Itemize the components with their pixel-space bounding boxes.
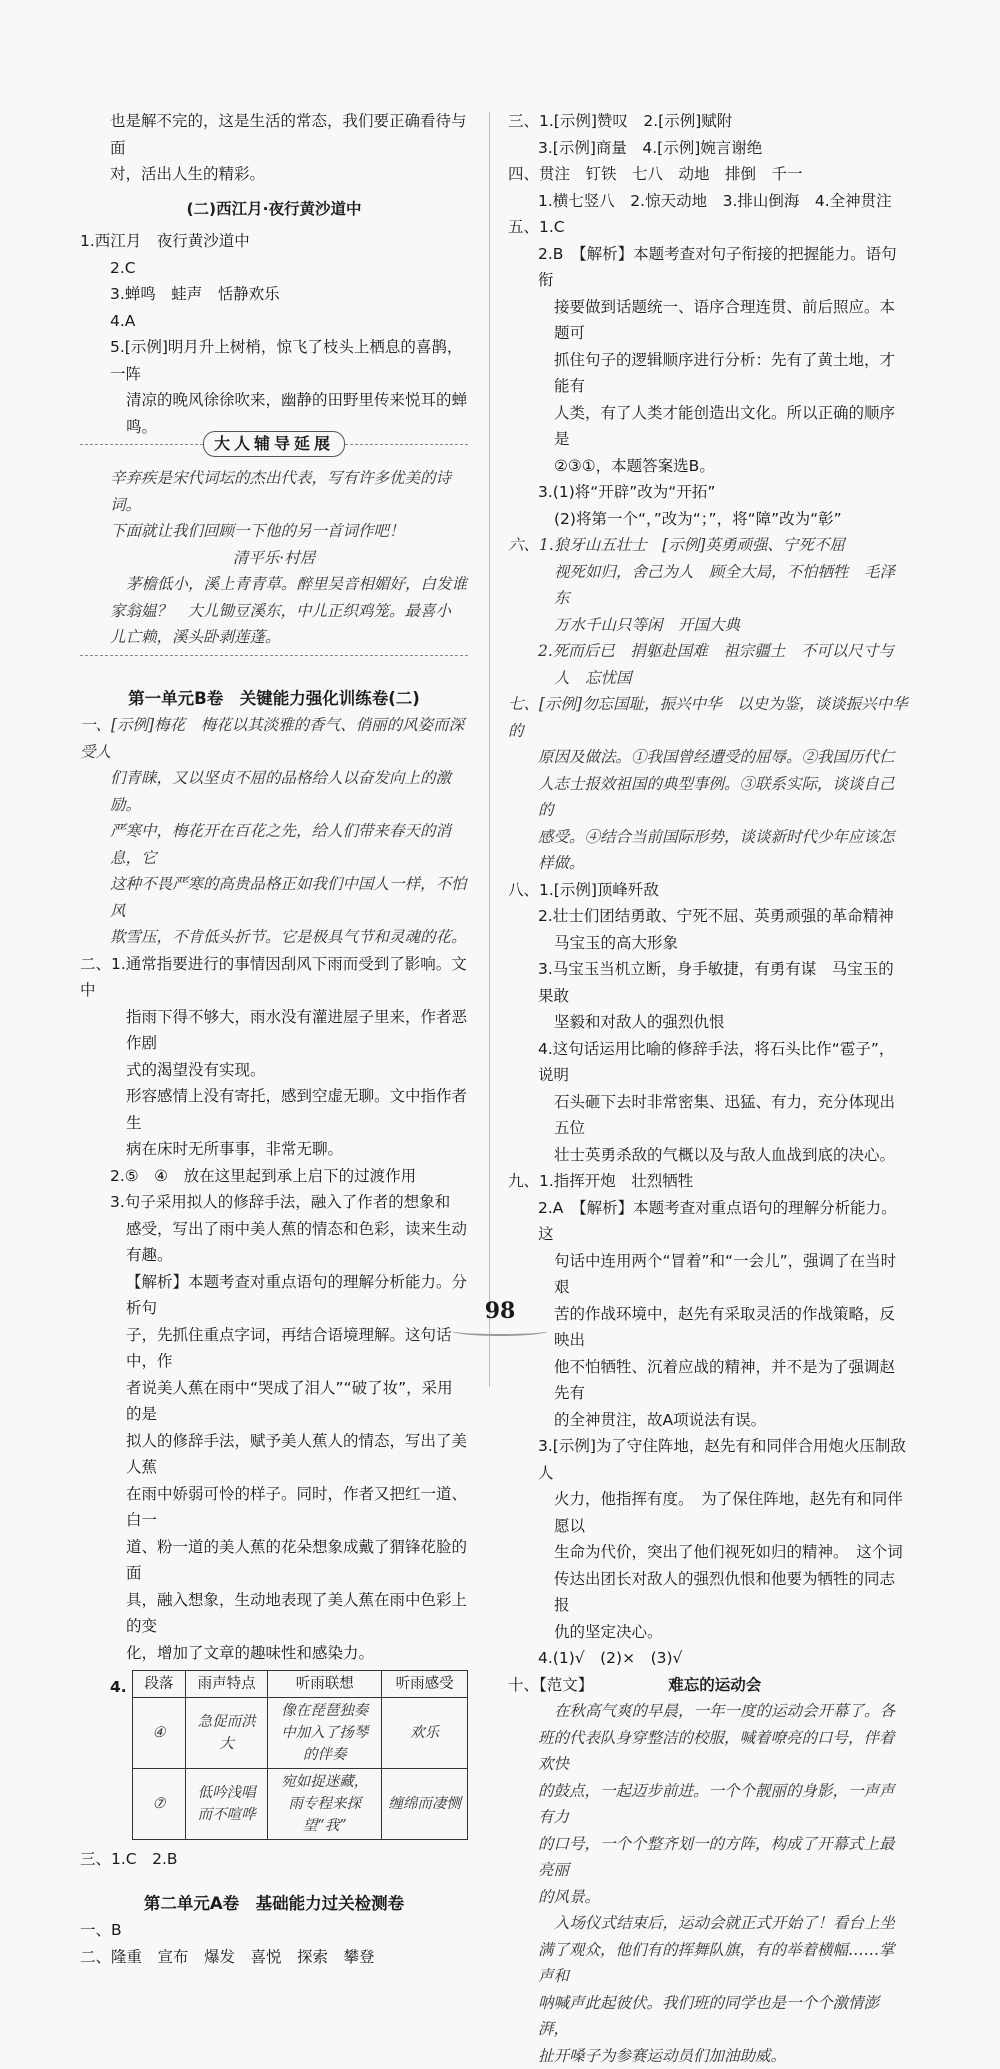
answer-line: 1.西江月 夜行黄沙道中 xyxy=(80,228,468,255)
answer-line: 拟人的修辞手法，赋予美人蕉人的情态，写出了美人蕉 xyxy=(80,1428,468,1481)
answer-line: 壮士英勇杀敌的气概以及与敌人血战到底的决心。 xyxy=(508,1142,908,1169)
answer-line: 二、隆重 宣布 爆发 喜悦 探索 攀登 xyxy=(80,1944,468,1971)
answer-line: 2.C xyxy=(80,255,468,282)
answer-line: 在雨中娇弱可怜的样子。同时，作者又把红一道、白一 xyxy=(80,1481,468,1534)
answer-line: 清凉的晚风徐徐吹来，幽静的田野里传来悦耳的蝉鸣。 xyxy=(80,387,468,440)
answer-line: 病在床时无所事事，非常无聊。 xyxy=(80,1136,468,1163)
answer-line: 马宝玉的高大形象 xyxy=(508,930,908,957)
answer-line: 指雨下得不够大，雨水没有灌进屋子里来，作者恶作剧 xyxy=(80,1004,468,1057)
essay-line: 满了观众，他们有的挥舞队旗，有的举着横幅……掌声和 xyxy=(508,1937,908,1990)
answer-line: 者说美人蕉在雨中“哭成了泪人”“破了妆”，采用的是 xyxy=(80,1375,468,1428)
table-row xyxy=(133,1769,468,1840)
answer-line: 3.(1)将“开辟”改为“开拓” xyxy=(508,479,908,506)
answer-line: 的全神贯注，故A项说法有误。 xyxy=(508,1407,908,1434)
table-header-row xyxy=(133,1671,468,1698)
table-cell: 像在琵琶独奏中加入了扬琴的伴奏 xyxy=(268,1698,382,1769)
table-header: 听雨感受 xyxy=(382,1671,468,1698)
table-cell: 欢乐 xyxy=(382,1698,468,1769)
answer-line: 万水千山只等闲 开国大典 xyxy=(508,612,908,639)
table-header: 段落 xyxy=(133,1671,186,1698)
answer-line: 4.这句话运用比喻的修辞手法，将石头比作“雹子”，说明 xyxy=(508,1036,908,1089)
answer-line: 2.⑤ ④ 放在这里起到承上启下的过渡作用 xyxy=(80,1163,468,1190)
extension-line: 辛弃疾是宋代词坛的杰出代表，写有许多优美的诗词。 xyxy=(80,465,468,518)
extension-banner-label: 大人辅导延展 xyxy=(203,431,345,457)
answer-line: 石头砸下去时非常密集、迅猛、有力，充分体现出五位 xyxy=(508,1089,908,1142)
answer-line: 1.横七竖八 2.惊天动地 3.排山倒海 4.全神贯注 xyxy=(508,188,908,215)
answer-line: (2)将第一个“，”改为“；”，将“障”改为“彰” xyxy=(508,506,908,533)
essay-body xyxy=(508,1698,908,2069)
table-cell: 缠绵而凄恻 xyxy=(382,1769,468,1840)
table-row xyxy=(133,1698,468,1769)
answer-line: ②③①，本题答案选B。 xyxy=(508,453,908,480)
answer-line: 子，先抓住重点字词，再结合语境理解。这句话中，作 xyxy=(80,1322,468,1375)
answer-line: 五、1.C xyxy=(508,214,908,241)
answer-line: 4.(1)√ (2)× (3)√ xyxy=(508,1645,908,1672)
essay-line: 班的代表队身穿整洁的校服，喊着嘹亮的口号，伴着欢快 xyxy=(508,1725,908,1778)
essay-line: 的风景。 xyxy=(508,1884,908,1911)
answer-line: 3.[示例]为了守住阵地，赵先有和同伴合用炮火压制敌人 xyxy=(508,1433,908,1486)
answer-line: 形容感情上没有寄托，感到空虚无聊。文中指作者生 xyxy=(80,1083,468,1136)
answer-line: 接要做到话题统一、语序合理连贯、前后照应。本题可 xyxy=(508,294,908,347)
extension-poem-title: 清平乐·村居 xyxy=(80,545,468,572)
extension-poem-line: 茅檐低小，溪上青青草。醉里吴音相媚好，白发谁 xyxy=(80,571,468,598)
table-cell: ④ xyxy=(133,1698,186,1769)
table-cell: 低吟浅唱而不喧哗 xyxy=(185,1769,267,1840)
answer-line: 5.[示例]明月升上树梢，惊飞了枝头上栖息的喜鹊，一阵 xyxy=(80,334,468,387)
essay-line: 的口号，一个个整齐划一的方阵，构成了开幕式上最亮丽 xyxy=(508,1831,908,1884)
answer-line: 人类，有了人类才能创造出文化。所以正确的顺序是 xyxy=(508,400,908,453)
section-title-unit2a: 第二单元A卷 基础能力过关检测卷 xyxy=(80,1891,468,1918)
table-header: 雨声特点 xyxy=(185,1671,267,1698)
answer-line: 三、1.C 2.B xyxy=(80,1846,468,1873)
extension-poem-line: 儿亡赖，溪头卧剥莲蓬。 xyxy=(80,624,468,651)
answer-line: 3.句子采用拟人的修辞手法，融入了作者的想象和 xyxy=(80,1189,468,1216)
extension-poem-line: 家翁媪？ 大儿锄豆溪东，中儿正织鸡笼。最喜小 xyxy=(80,598,468,625)
answer-label: 4. xyxy=(110,1674,127,1701)
answer-line: 坚毅和对敌人的强烈仇恨 xyxy=(508,1009,908,1036)
table-header: 听雨联想 xyxy=(268,1671,382,1698)
answer-line: 2.壮士们团结勇敢、宁死不屈、英勇顽强的革命精神 xyxy=(508,903,908,930)
answer-line: 抓住句子的逻辑顺序进行分析：先有了黄土地，才能有 xyxy=(508,347,908,400)
answer-line: 二、1.通常指要进行的事情因刮风下雨而受到了影响。文中 xyxy=(80,951,468,1004)
table-cell: 急促而洪大 xyxy=(185,1698,267,1769)
answer-line: 他不怕牺牲、沉着应战的精神，并不是为了强调赵先有 xyxy=(508,1354,908,1407)
answer-line: 们青睐，又以坚贞不屈的品格给人以奋发向上的激励。 xyxy=(80,765,468,818)
essay-title: 难忘的运动会 xyxy=(668,1676,761,1694)
essay-line: 入场仪式结束后，运动会就正式开始了！看台上坐 xyxy=(508,1910,908,1937)
answer-line: 3.[示例]商量 4.[示例]婉言谢绝 xyxy=(508,135,908,162)
answer-line: 七、[示例]勿忘国耻，振兴中华 以史为鉴，谈谈振兴中华的 xyxy=(508,691,908,744)
answer-line: 三、1.[示例]赞叹 2.[示例]赋附 xyxy=(508,108,908,135)
extension-box xyxy=(80,465,468,656)
answer-line: 人 忘忧国 xyxy=(508,665,908,692)
answer-line: 传达出团长对敌人的强烈仇恨和他要为牺牲的同志报 xyxy=(508,1566,908,1619)
answer-line: 式的渴望没有实现。 xyxy=(80,1057,468,1084)
answer-line: 3.马宝玉当机立断，身手敏捷，有勇有谋 马宝玉的果敢 xyxy=(508,956,908,1009)
answer-line: 感受，写出了雨中美人蕉的情态和色彩，读来生动有趣。 xyxy=(80,1216,468,1269)
table-cell: 宛如捉迷藏，雨专程来探望“我” xyxy=(268,1769,382,1840)
intro-line: 也是解不完的，这是生活的常态，我们要正确看待与面 xyxy=(80,108,468,161)
essay-line: 在秋高气爽的早晨，一年一度的运动会开幕了。各 xyxy=(508,1698,908,1725)
answer-line: 六、1.狼牙山五壮士 [示例]英勇顽强、宁死不屈 xyxy=(508,532,908,559)
answer-line: 八、1.[示例]顶峰歼敌 xyxy=(508,877,908,904)
answer-line: 苦的作战环境中，赵先有采取灵活的作战策略，反映出 xyxy=(508,1301,908,1354)
essay-label: 十、【范文】 xyxy=(508,1676,593,1694)
answer-line: 人志士报效祖国的典型事例。③联系实际，谈谈自己的 xyxy=(508,771,908,824)
answer-line: 一、[示例]梅花 梅花以其淡雅的香气、俏丽的风姿而深受人 xyxy=(80,712,468,765)
section-title-unit1b: 第一单元B卷 关键能力强化训练卷(二) xyxy=(80,686,468,713)
essay-heading xyxy=(508,1672,908,1699)
answer-line: 欺雪压，不肯低头折节。它是极具气节和灵魂的花。 xyxy=(80,924,468,951)
answer-table-wrapper xyxy=(80,1670,468,1840)
intro-line: 对，活出人生的精彩。 xyxy=(80,161,468,188)
answer-line: 仇的坚定决心。 xyxy=(508,1619,908,1646)
answer-line: 九、1.指挥开炮 壮烈牺牲 xyxy=(508,1168,908,1195)
answer-line: 感受。④结合当前国际形势，谈谈新时代少年应该怎样做。 xyxy=(508,824,908,877)
table-cell: ⑦ xyxy=(133,1769,186,1840)
page-number: 98 xyxy=(0,1298,1000,1325)
answer-line: 2.死而后已 捐躯赴国难 祖宗疆土 不可以尺寸与 xyxy=(508,638,908,665)
answer-line: 句话中连用两个“冒着”和“一会儿”，强调了在当时艰 xyxy=(508,1248,908,1301)
right-column xyxy=(508,108,908,2069)
answer-line: 道、粉一道的美人蕉的花朵想象成戴了猬锋花脸的面 xyxy=(80,1534,468,1587)
answer-line: 严寒中，梅花开在百花之先，给人们带来春天的消息，它 xyxy=(80,818,468,871)
answer-line: 具，融入想象，生动地表现了美人蕉在雨中色彩上的变 xyxy=(80,1587,468,1640)
answer-line: 视死如归，舍己为人 顾全大局，不怕牺牲 毛泽东 xyxy=(508,559,908,612)
column-divider xyxy=(489,112,490,1387)
essay-line: 扯开嗓子为参赛运动员们加油助威。 xyxy=(508,2043,908,2069)
answer-line: 生命为代价，突出了他们视死如归的精神。 这个词 xyxy=(508,1539,908,1566)
answer-line: 火力，他指挥有度。 为了保住阵地，赵先有和同伴愿以 xyxy=(508,1486,908,1539)
extension-banner xyxy=(80,444,468,463)
answer-line: 【解析】本题考查对重点语句的理解分析能力。分析句 xyxy=(80,1269,468,1322)
answer-line: 这种不畏严寒的高贵品格正如我们中国人一样，不怕风 xyxy=(80,871,468,924)
answer-block-r6 xyxy=(508,532,908,691)
answer-table xyxy=(132,1670,468,1840)
answer-block-r7 xyxy=(508,691,908,877)
answer-block-s1 xyxy=(80,712,468,951)
answer-line: 原因及做法。①我国曾经遭受的屈辱。②我国历代仁 xyxy=(508,744,908,771)
answer-line: 四、贯注 钉铁 七八 动地 排倒 千一 xyxy=(508,161,908,188)
answer-line: 一、B xyxy=(80,1917,468,1944)
left-column xyxy=(80,108,468,1970)
poem-title: (二)西江月·夜行黄沙道中 xyxy=(80,196,468,223)
essay-line: 呐喊声此起彼伏。我们班的同学也是一个个激情澎湃， xyxy=(508,1990,908,2043)
answer-line: 4.A xyxy=(80,308,468,335)
page-number-ornament xyxy=(452,1326,548,1336)
essay-line: 的鼓点，一起迈步前进。一个个靓丽的身影，一声声有力 xyxy=(508,1778,908,1831)
answer-line: 化，增加了文章的趣味性和感染力。 xyxy=(80,1640,468,1667)
answer-line: 3.蝉鸣 蛙声 恬静欢乐 xyxy=(80,281,468,308)
extension-line: 下面就让我们回顾一下他的另一首词作吧！ xyxy=(80,518,468,545)
answer-line: 2.B 【解析】本题考查对句子衔接的把握能力。语句衔 xyxy=(508,241,908,294)
answer-line: 2.A 【解析】本题考查对重点语句的理解分析能力。这 xyxy=(508,1195,908,1248)
